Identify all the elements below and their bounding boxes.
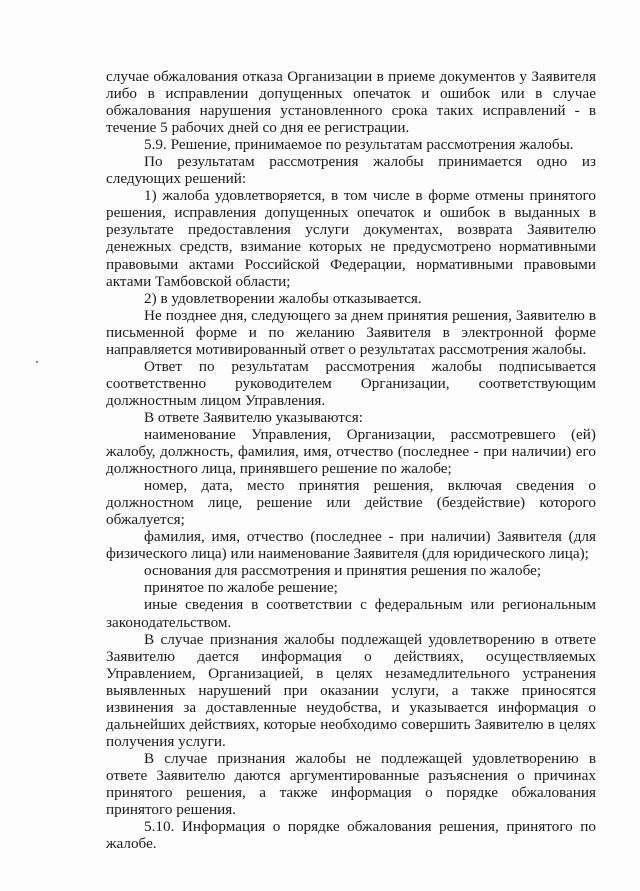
list-item-other-info: иные сведения в соответствии с федеральным или региональным законодательством. — [106, 596, 596, 631]
paragraph-decision-satisfied: 1) жалоба удовлетворяется, в том числе в форме отмены принятого решения, исправления допущенных опечаток и ошибок в выданных в результате предоставления услуги документах, возврата Заявителю денежных средств, взимание которых не предусмотрено нормативными правовыми актами Российской Федерации, нормативными правовыми актами Тамбовской области; — [106, 187, 596, 290]
paragraph-answer-contents-intro: В ответе Заявителю указываются: — [144, 408, 364, 426]
list-item-decision-number: номер, дата, место принятия решения, включая сведения о должностном лице, решение или действие (бездействие) которого обжалуется; — [106, 477, 596, 529]
paragraph-results-intro: По результатам рассмотрения жалобы принимается одно из следующих решений: — [106, 153, 596, 188]
paragraph-continuation: случае обжалования отказа Организации в приеме документов у Заявителя либо в исправлении допущенных опечаток и ошибок или в случае обжалования нарушения установленного срока таких исправлений - в течение 5 рабочих дней со дня ее регистрации. — [106, 68, 596, 137]
document-body — [106, 68, 596, 852]
paragraph-complaint-not-satisfied: В случае признания жалобы не подлежащей удовлетворению в ответе Заявителю даются аргументированные разъяснения о причинах принятого решения, а также информация о порядке обжалования принятого решения. — [106, 749, 596, 819]
paragraph-response-signature: Ответ по результатам рассмотрения жалобы подписывается соответственно руководителем Организации, соответствующим должностным лицом Управления. — [106, 357, 596, 409]
list-item-authority-name: наименование Управления, Организации, рассмотревшего (ей) жалобу, должность, фамилия, имя, отчество (последнее - при наличии) его должностного лица, принявшего решение по жалобе; — [106, 425, 596, 478]
paragraph-response-deadline: Не позднее дня, следующего за днем принятия решения, Заявителю в письменной форме и по желанию Заявителя в электронной форме направляется мотивированный ответ о результатах рассмотрения жалобы. — [106, 306, 596, 358]
list-item-grounds: основания для рассмотрения и принятия решения по жалобе; — [144, 562, 542, 580]
list-item-applicant-name: фамилия, имя, отчество (последнее - при наличии) Заявителя (для физического лица) или наименование Заявителя (для юридического лица); — [106, 528, 596, 563]
paragraph-complaint-satisfied: В случае признания жалобы подлежащей удовлетворению в ответе Заявителю дается информация о действиях, осуществляемых Управлением, Организацией, в целях незамедлительного устранения выявленных нарушений при оказании услуги, а также приносятся извинения за доставленные неудобства, и указывается информация о дальнейших действиях, которые необходимо совершить Заявителю в целях получения услуги. — [106, 630, 596, 750]
list-item-decision: принятое по жалобе решение; — [144, 579, 338, 597]
paragraph-decision-refused: 2) в удовлетворении жалобы отказывается. — [144, 289, 422, 307]
paragraph-section-5-9-heading: 5.9. Решение, принимаемое по результатам рассмотрения жалобы. — [144, 136, 574, 154]
scan-speck — [36, 361, 38, 363]
paragraph-section-5-10-heading: 5.10. Информация о порядке обжалования решения, принятого по жалобе. — [106, 818, 596, 853]
